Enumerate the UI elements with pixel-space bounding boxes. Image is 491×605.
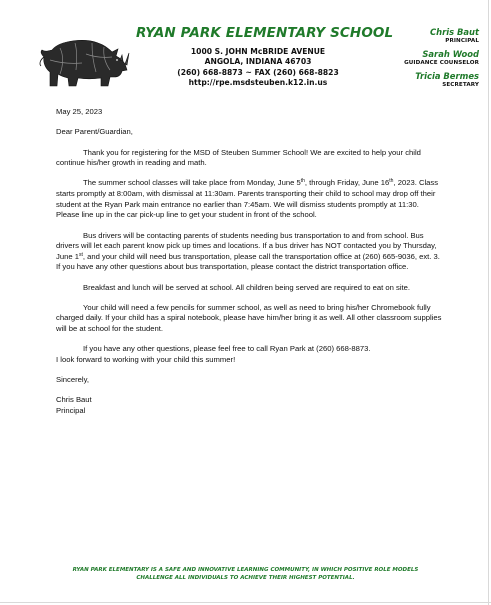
staff-name-secretary: Tricia Bermes	[415, 71, 479, 81]
staff-title-secretary: SECRETARY	[442, 82, 479, 88]
page-edge-right	[488, 0, 489, 605]
staff-title-counselor: GUIDANCE COUNSELOR	[404, 60, 479, 66]
phone-fax: (260) 668-8873 ~ FAX (260) 668-8823	[177, 67, 339, 77]
signer-title: Principal	[56, 406, 86, 416]
school-address	[168, 47, 348, 88]
school-name: RYAN PARK ELEMENTARY SCHOOL	[136, 25, 394, 41]
staff-title-principal: PRINCIPAL	[445, 38, 479, 44]
footer-line-1: RYAN PARK ELEMENTARY IS A SAFE AND INNOVATIVE LEARNING COMMUNITY, IN WHICH POSITIVE ROLE MODELS	[72, 567, 419, 573]
paragraph-supplies: Your child will need a few pencils for summer school, as well as need to bring his/her Chromebook fully charged daily. If your child has a spiral notebook, please have him/her bring it as well. All other classroom supplies will be at school for the student.	[56, 302, 442, 334]
address-street: 1000 S. JOHN McBRIDE AVENUE	[190, 47, 326, 56]
paragraph-questions: If you have any other questions, please feel free to call Ryan Park at (260) 668-8873. I look forward to working with your child this summer!	[56, 344, 371, 364]
letter-date: May 25, 2023	[56, 107, 103, 116]
letter-signature	[56, 395, 442, 416]
footer-motto	[50, 566, 441, 582]
paragraph-schedule: The summer school classes will take place from Monday, June 5th, through Friday, June 16th, 2023. Class starts promptly at 8:00am, with dismissal at 11:30am. Parents transporting their child to school may drop off their student at the Ryan Park main entrance no earlier than 7:45am. We will dismiss students promptly at 11:30. Please line up in the car pick-up line to get your student in front of the school.	[56, 178, 439, 220]
page-edge-bottom	[0, 602, 491, 603]
paragraph-bus: Bus drivers will be contacting parents of students needing bus transportation to and from school. Bus drivers will let each parent know pick up times and locations. If a bus driver has NOT contacted you by Thursday, June 1st, and your child will need bus transportation, please call the transportation office at (260) 665-9036, ext. 3. If you have any other questions about bus transportation, please contact the district transportation office.	[56, 230, 440, 272]
staff-name-principal: Chris Baut	[429, 27, 479, 37]
letter-closing: Sincerely,	[56, 375, 89, 385]
address-city: ANGOLA, INDIANA 46703	[204, 57, 312, 67]
staff-name-counselor: Sarah Wood	[422, 49, 479, 59]
staff-list	[359, 27, 479, 93]
website-link[interactable]: http://rpe.msdsteuben.k12.in.us	[188, 77, 328, 87]
paragraph-thanks: Thank you for registering for the MSD of Steuben Summer School! We are excited to help your child continue his/her growth in reading and math.	[56, 147, 421, 168]
paragraph-meals: Breakfast and lunch will be served at school. All children being served are required to eat on site.	[83, 282, 411, 292]
footer-line-2: CHALLENGE ALL INDIVIDUALS TO ACHIEVE THEIR HIGHEST POTENTIAL.	[136, 575, 355, 581]
signer-name: Chris Baut	[56, 395, 92, 405]
rhinoceros-icon	[30, 30, 130, 92]
letter-body	[56, 107, 442, 426]
letter-salutation: Dear Parent/Guardian,	[56, 127, 133, 137]
